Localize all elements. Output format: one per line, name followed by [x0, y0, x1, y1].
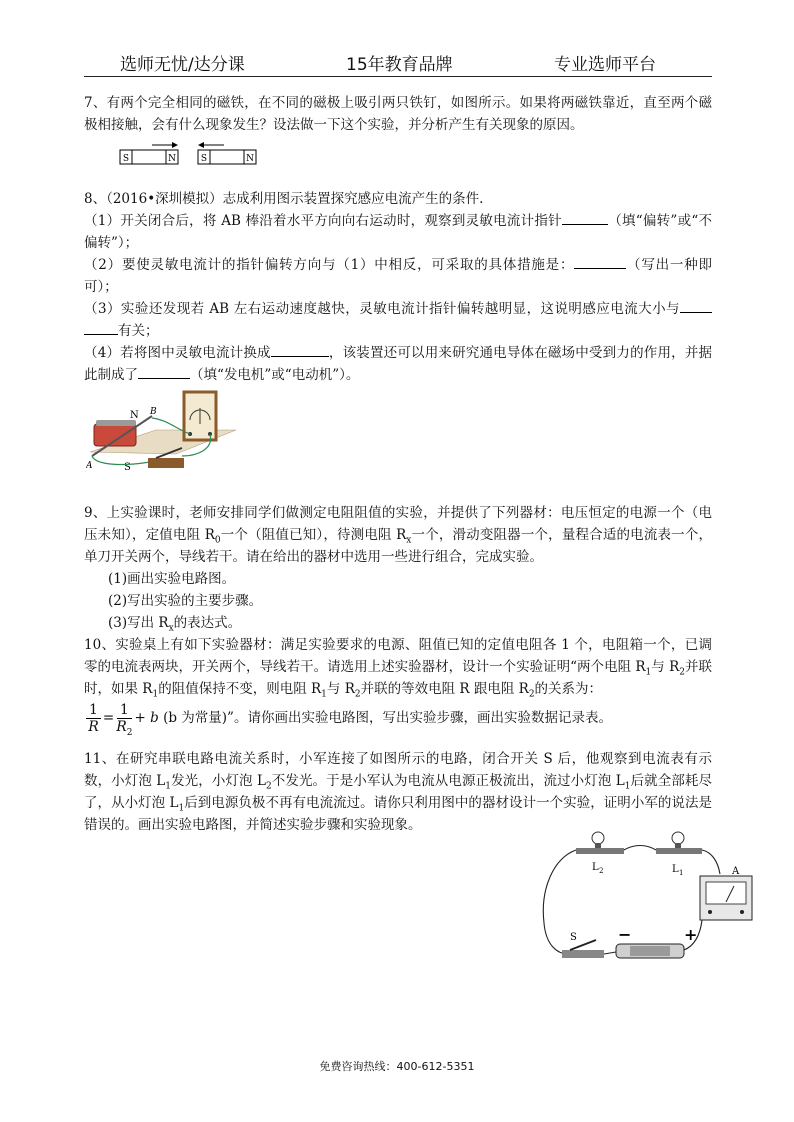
q8-p2-hint: （写出一种即可）； [84, 257, 712, 295]
subscript: 2 [528, 689, 535, 700]
bulb-l2-base [576, 848, 624, 854]
fraction-denominator: R [116, 719, 127, 735]
pole-s-label: S [124, 462, 131, 473]
magnet-1-pole-s: S [122, 154, 130, 164]
page-header [84, 48, 712, 77]
q10-run: 的阻值保持不变，则电阻 R [158, 681, 322, 697]
q8-p4-hint: （填“发电机”或“电动机”）。 [190, 367, 360, 383]
q8-p3-text: （3）实验还发现若 AB 左右运动速度越快，灵敏电流计指针偏转越明显，这说明感应电流大小与 [84, 301, 680, 317]
fraction-1-over-r2 [116, 702, 133, 738]
q11-run: 后就全部耗尽了，从小灯泡 L [84, 773, 712, 811]
subscript: 1 [624, 781, 631, 792]
q10-run: 与 R [651, 659, 680, 675]
header-platform: 专业选师平台 [554, 55, 656, 75]
bulb-l2 [592, 832, 604, 844]
question-10-formula [84, 700, 712, 736]
magnet-1-arrowhead [172, 142, 178, 148]
subscript: 1 [152, 689, 159, 700]
battery-negative-label: − [618, 925, 632, 944]
ammeter-label: A [732, 866, 740, 877]
question-10-instructions: (b 为常量)”。请你画出实验电路图，写出实验步骤，画出实验数据记录表。 [163, 710, 612, 726]
q9-run: 一个，滑动变阻器一个，量程合适的电流表一个，单刀开关两个，导线若干。请在给出的器材中选用一些进行组合，完成实验。 [84, 527, 712, 565]
ammeter-terminal-right [740, 910, 744, 914]
battery-cell [630, 946, 670, 956]
question-8-part-1 [84, 210, 712, 254]
rod-end-b-label: B [150, 407, 157, 417]
question-8-title: 8、（2016•深圳模拟）志成利用图示装置探究感应电流产生的条件. [84, 191, 484, 207]
subscript: 1 [165, 781, 172, 792]
subscript: 2 [265, 781, 272, 792]
switch-label: S [570, 932, 577, 943]
pole-n-label: N [130, 410, 139, 421]
question-9-item-3 [84, 612, 712, 634]
q11-run: 11、在研究串联电路电流关系时，小军连接了如图所示的电路，闭合开关 S 后，他观察到电流表有示数，小灯泡 L [84, 751, 712, 789]
magnets-figure [118, 140, 258, 166]
q8-p4-text: （4）若将图中灵敏电流计换成 [84, 345, 271, 361]
answer-blank[interactable] [271, 342, 329, 357]
subscript: 2 [679, 667, 685, 678]
fraction-numerator: 1 [86, 702, 101, 719]
q11-run: 不发光。于是小军认为电流从电源正极流出，流过小灯泡 L [271, 773, 625, 789]
subscript: 0 [214, 535, 221, 546]
constant-b: b [150, 710, 159, 726]
question-8 [84, 188, 712, 386]
magnet-2-pole-n: N [246, 154, 254, 164]
magnet-1-pole-n: N [168, 154, 176, 164]
switch-base [148, 458, 184, 468]
answer-blank[interactable] [138, 364, 190, 379]
fraction-numerator: 1 [117, 702, 132, 719]
magnet-2-arrowhead [198, 142, 204, 148]
wire-switch-to-battery [604, 952, 616, 954]
q8-p1-hint: （填“偏转”或“不偏转”）； [84, 213, 712, 251]
bulb-l1-label: L [672, 864, 679, 875]
q8-p2-text: （2）要使灵敏电流计的指针偏转方向与（1）中相反，可采取的具体措施是： [84, 257, 575, 273]
subscript: 1 [321, 689, 327, 700]
bulb-l1 [672, 832, 684, 844]
q9-run: 一个（阻值已知），待测电阻 R [220, 527, 407, 543]
question-8-part-3 [84, 298, 712, 342]
q8-p4-text-2: ，该装置还可以用来研究通电导体在磁场中受到力的作用，并据此制成了 [84, 345, 713, 383]
q8-p3-tail: 有关； [118, 323, 159, 339]
question-10 [84, 634, 712, 700]
wire-l1-to-ammeter [702, 850, 720, 874]
bulb-l2-label: L [592, 862, 599, 873]
rod-end-a-label: A [86, 461, 93, 471]
question-9-item-2: (2)写出实验的主要步骤。 [108, 593, 263, 609]
switch-base [562, 950, 604, 958]
magnet-2-pole-s: S [200, 154, 208, 164]
bulb-l2-socket [595, 843, 601, 848]
question-9-intro [84, 502, 712, 568]
q9-item-3-text: (3)写出 R [108, 615, 169, 631]
fraction-denominator: R [88, 719, 99, 735]
wire-l2-to-l1 [624, 846, 656, 851]
question-8-part-2 [84, 254, 712, 298]
fraction-1-over-r [86, 702, 101, 735]
wire-rod-to-switch [92, 456, 150, 464]
bulb-l1-socket [675, 843, 681, 848]
answer-blank[interactable] [680, 298, 712, 313]
answer-blank-continued[interactable] [84, 320, 118, 335]
question-9 [84, 502, 712, 634]
header-brand: 选师无忧/达分课 [120, 55, 245, 75]
bulb-l1-base [656, 848, 702, 854]
plus-sign: + [134, 710, 146, 726]
answer-blank[interactable] [562, 210, 608, 225]
subscript: 1 [178, 803, 185, 814]
induction-figure [86, 390, 246, 474]
subscript: x [168, 623, 174, 634]
ammeter-dial [706, 882, 746, 904]
subscript: x [406, 535, 412, 546]
header-slogan: 15年教育品牌 [346, 55, 453, 75]
answer-blank[interactable] [574, 254, 626, 269]
q10-run: 10、实验桌上有如下实验器材：满足实验要求的电源、阻值已知的定值电阻各 1 个，电阻箱一个，已调零的电流表两块，开关两个，导线若干。请选用上述实验器材，设计一个实验证明“两个电阻 R [84, 637, 712, 675]
q8-p1-text: （1）开关闭合后，将 AB 棒沿着水平方向向右运动时，观察到灵敏电流计指针 [84, 213, 562, 229]
question-7-text: 7、有两个完全相同的磁铁，在不同的磁极上吸引两只铁钉，如图所示。如果将两磁铁靠近，直至两个磁极相接触，会有什么现象发生？设法做一下这个实验，并分析产生有关现象的原因。 [84, 95, 712, 133]
q9-run: 9、上实验课时，老师安排同学们做测定电阻阻值的实验，并提供了下列器材：电压恒定的电源一个（电压未知），定值电阻 R [84, 505, 712, 543]
ammeter-terminal-left [708, 910, 712, 914]
bulb-l2-subscript: 2 [599, 867, 604, 875]
q10-run: 并联时，如果 R [84, 659, 712, 697]
subscript: 1 [645, 667, 652, 678]
subscript: 2 [126, 727, 133, 738]
consult-hotline: 免费咨询热线：400-612-5351 [319, 1060, 475, 1073]
q11-run: 发光，小灯泡 L [171, 773, 266, 789]
question-9-item-1: (1)画出实验电路图。 [108, 571, 236, 587]
equals-sign: = [102, 710, 115, 726]
battery-positive-label: + [684, 925, 698, 944]
subscript: 2 [354, 689, 361, 700]
question-7 [84, 92, 712, 136]
question-11 [84, 748, 712, 836]
question-8-part-4 [84, 342, 712, 386]
q11-run: 后到电源负极不再有电流流过。请你只利用图中的器材设计一个实验，证明小军的说法是错误的。画出实验电路图，并简述实验步骤和实验现象。 [84, 795, 712, 833]
q9-item-3-tail: 的表达式。 [173, 615, 242, 631]
magnet-block [94, 424, 136, 446]
bulb-l1-subscript: 1 [679, 869, 684, 877]
q10-run: 的关系为： [534, 681, 603, 697]
q10-run: 与 R [326, 681, 355, 697]
page-footer [0, 1058, 794, 1074]
q10-run: 并联的等效电阻 R 跟电阻 R [360, 681, 529, 697]
series-circuit-figure [534, 828, 758, 974]
